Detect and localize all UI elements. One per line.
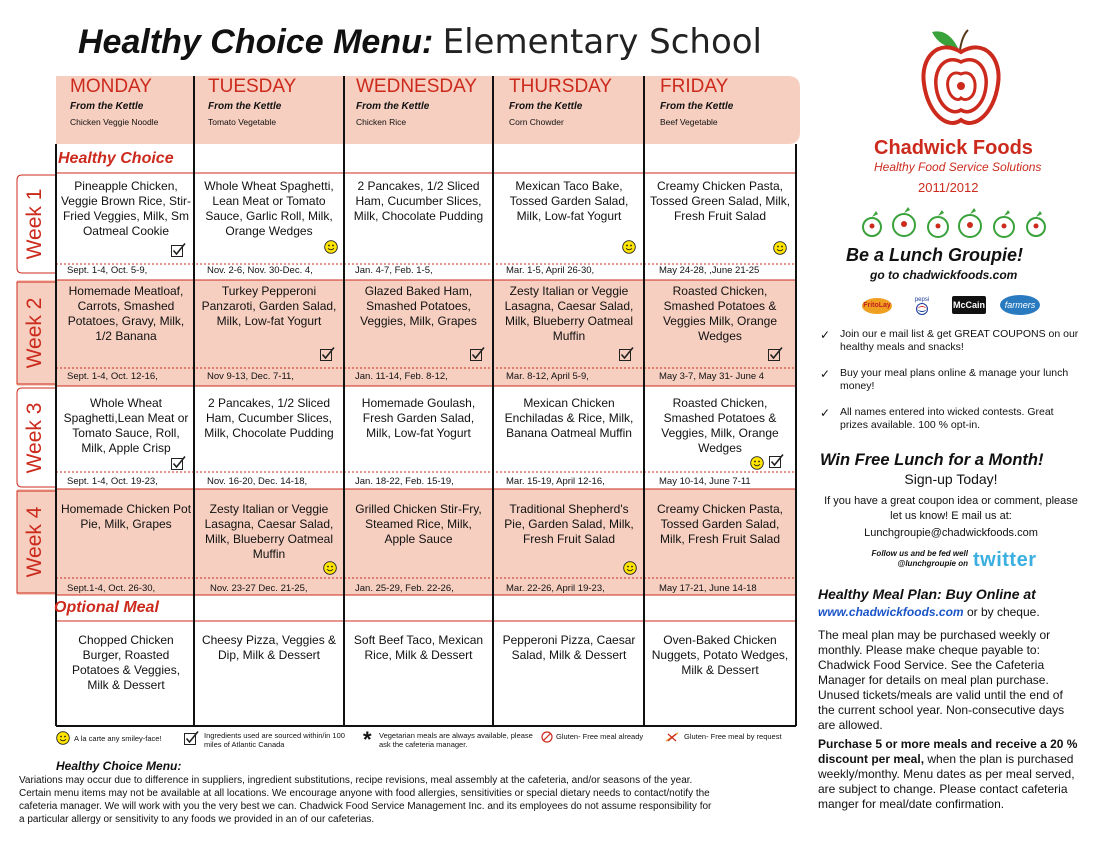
optional-meal-cell: Chopped Chicken Burger, Roasted Potatoes & Veggies, Milk & Dessert [71, 633, 181, 692]
week-dates: Nov. 2-6, Nov. 30-Dec. 4, [207, 265, 313, 276]
week-dates: Sept.1-4, Oct. 26-30, [67, 583, 156, 594]
meal-cell: Roasted Chicken, Smashed Potatoes & Veggies, Milk, Orange Wedges [661, 396, 779, 455]
meal-plan-url-line [818, 605, 1040, 619]
meal-cell: Mexican Taco Bake, Tossed Garden Salad, Milk, Low-fat Yogurt [509, 179, 629, 223]
local-check-icon [184, 731, 199, 745]
day-header-thursday [509, 76, 641, 144]
disclaimer-text [19, 774, 799, 826]
meal-cell: Homemade Chicken Pot Pie, Milk, Grapes [60, 502, 192, 531]
meal-plan-url[interactable]: www.chadwickfoods.com [818, 605, 964, 619]
meal-plan-discount-rest: when the plan is purchased weekly/monthy. Menu dates as per meal served, are subject to change. Please contact cafeteria manger for meal/date confirmation. [818, 752, 1075, 811]
week-label: Week 2 [23, 297, 46, 369]
follow-line-2: @lunchgroupie on [897, 559, 968, 568]
pepsi-globe-icon [916, 303, 928, 315]
optional-meal-cell: Pepperoni Pizza, Caesar Salad, Milk & Dessert [502, 633, 636, 662]
day-name: TUESDAY [208, 76, 297, 97]
disclaimer-line: Certain menu items may not be available at all locations. We encourage anyone with food allergies, sensitivities or special dietary needs to contact/notify the [19, 788, 710, 799]
optional-meal-cell: Oven-Baked Chicken Nuggets, Potato Wedges, Milk & Dessert [651, 633, 789, 677]
meal-cell: 2 Pancakes, 1/2 Sliced Ham, Cucumber Slices, Milk, Chocolate Pudding [204, 396, 334, 440]
legend-vegetarian: Vegetarian meals are always available, please ask the cafeteria manager. [379, 731, 533, 749]
legend-gluten-free: Gluten- Free meal already [556, 732, 644, 741]
title-bold: Healthy Choice Menu: [78, 23, 434, 61]
smiley-icon [623, 561, 637, 575]
week-dates: May 17-21, June 14-18 [659, 583, 757, 594]
meal-cell: 2 Pancakes, 1/2 Sliced Ham, Cucumber Slices, Milk, Chocolate Pudding [353, 179, 484, 223]
kettle-label: From the Kettle [509, 101, 583, 112]
brand-name: Chadwick Foods [874, 137, 1033, 159]
kettle-label: From the Kettle [70, 101, 144, 112]
wheat-cross-icon [664, 731, 680, 743]
groupie-subtitle: go to chadwickfoods.com [870, 268, 1018, 282]
meal-cell: Zesty Italian or Veggie Lasagna, Caesar Salad, Milk, Blueberry Oatmeal Muffin [504, 284, 634, 343]
legend-smiley: A la carte any smiley-face! [74, 734, 162, 743]
contest-body: If you have a great coupon idea or comment, please let us know! E mail us at: [824, 495, 1078, 522]
disclaimer-line: cafeteria manager. We will work with you the very best we can. Chadwick Food Service Management Inc. and its employees do not assume responsibility for [19, 801, 712, 812]
meal-cell: Roasted Chicken, Smashed Potatoes & Veggies Milk, Orange Wedges [662, 284, 778, 343]
week-dates: Jan. 18-22, Feb. 15-19, [355, 476, 454, 487]
meal-plan-or: or by cheque. [966, 605, 1040, 619]
day-name: MONDAY [70, 76, 152, 97]
week-dates: Mar. 1-5, April 26-30, [506, 265, 595, 276]
week-dates: Sept. 1-4, Oct. 12-16, [67, 371, 158, 382]
day-header-tuesday [208, 76, 340, 144]
follow-line-1: Follow us and be fed well [871, 549, 968, 558]
day-header-monday [70, 76, 190, 144]
check-mark-icon: ✓ [820, 367, 831, 381]
check-mark-icon: ✓ [820, 328, 831, 342]
contest-title: Win Free Lunch for a Month! [820, 451, 1044, 469]
follow-text [840, 549, 968, 569]
local-check-icon [320, 347, 335, 361]
benefit-item: All names entered into wicked contests. Great prizes available. 100 % opt-in. [840, 406, 1054, 431]
week-dates: May 10-14, June 7-11 [659, 476, 751, 487]
soup-name: Beef Vegetable [660, 117, 718, 127]
week-dates: Nov. 16-20, Dec. 14-18, [207, 476, 308, 487]
smiley-icon [323, 561, 337, 575]
soup-name: Corn Chowder [509, 117, 564, 127]
day-header-friday [660, 76, 792, 144]
brand-tagline: Healthy Food Service Solutions [874, 160, 1042, 174]
vegetarian-star-icon: * [363, 727, 372, 752]
optional-meal-cell: Soft Beef Taco, Mexican Rice, Milk & Dessert [353, 633, 484, 662]
week-label: Week 1 [23, 188, 46, 260]
week-tab-2 [17, 282, 53, 384]
soup-name: Tomato Vegetable [208, 117, 277, 127]
meal-cell: Creamy Chicken Pasta, Tossed Garden Salad, Milk, Fresh Fruit Salad [656, 502, 784, 546]
week-dates: Nov. 23-27 Dec. 21-25, [210, 583, 308, 594]
fritolay-logo: FritoLay [862, 298, 892, 314]
smiley-icon [622, 240, 636, 254]
benefit-item: Join our e mail list & get GREAT COUPONS on our healthy meals and snacks! [840, 328, 1079, 353]
contest-subtitle: Sign-up Today! [904, 471, 998, 487]
week-tab-1 [17, 175, 53, 273]
meal-cell: Mexican Chicken Enchiladas & Rice, Milk, Banana Oatmeal Muffin [504, 396, 634, 440]
lunch-groupie-faces-icon [858, 205, 1054, 245]
week-dates: Jan. 25-29, Feb. 22-26, [355, 583, 454, 594]
meal-plan-discount-bold: Purchase 5 or more meals and receive a 20 % discount per meal, [818, 737, 1078, 766]
disclaimer-heading: Healthy Choice Menu: [56, 759, 182, 773]
farmers-logo: farmers [1000, 295, 1040, 315]
week-dates: Sept. 1-4, Oct. 5-9, [67, 265, 148, 276]
check-mark-icon: ✓ [820, 406, 831, 420]
meal-plan-discount [818, 737, 1080, 812]
smiley-icon [750, 456, 764, 470]
local-check-icon [470, 347, 485, 361]
twitter-logo[interactable]: twitter [973, 549, 1037, 571]
day-name: THURSDAY [509, 76, 613, 97]
kettle-label: From the Kettle [356, 101, 430, 112]
school-year: 2011/2012 [918, 180, 979, 195]
day-name: WEDNESDAY [356, 76, 478, 97]
meal-cell: Whole Wheat Spaghetti,Lean Meat or Tomato Sauce, Roll, Milk, Apple Crisp [63, 396, 189, 455]
week-dates: Sept. 1-4, Oct. 19-23, [67, 476, 158, 487]
meal-cell: Grilled Chicken Stir-Fry, Steamed Rice, Milk, Apple Sauce [355, 502, 482, 546]
meal-cell: Pineapple Chicken, Veggie Brown Rice, Stir-Fried Veggies, Milk, Sm Oatmeal Cookie [60, 179, 192, 238]
week-tab-4 [17, 491, 53, 593]
week-dates: May 3-7, May 31- June 4 [659, 371, 765, 382]
day-name: FRIDAY [660, 76, 729, 97]
local-check-icon [171, 243, 186, 257]
local-check-icon [171, 456, 186, 470]
local-check-icon [768, 347, 783, 361]
smiley-icon [56, 731, 70, 745]
pepsi-logo-text: pepsi [914, 297, 930, 303]
legend-local: Ingredients used are sourced within/in 100 miles of Atlantic Canada [204, 731, 345, 749]
week-label: Week 4 [23, 506, 46, 578]
title-thin: Elementary School [442, 22, 763, 62]
meal-plan-body: The meal plan may be purchased weekly or monthly. Please make cheque payable to: Chadwick Food Service. See the Cafeteria Manager for details on meal plan purchase. Unused tickets/meals are valid until the end of the current school year. Non-consecutive days are allowed. [818, 628, 1065, 732]
benefit-item: Buy your meal plans online & manage your lunch money! [840, 367, 1069, 392]
kettle-label: From the Kettle [660, 101, 734, 112]
legend-gluten-request: Gluten- Free meal by request [684, 732, 782, 741]
healthy-choice-label: Healthy Choice [58, 150, 174, 167]
week-dates: Mar. 8-12, April 5-9, [506, 371, 589, 382]
meal-cell: Homemade Goulash, Fresh Garden Salad, Milk, Low-fat Yogurt [361, 396, 476, 440]
week-dates: Mar. 15-19, April 12-16, [506, 476, 605, 487]
disclaimer-line: a particular allergy or sensitivity to any foods we provided in an of our cafeterias. [19, 814, 375, 825]
meal-cell: Homemade Meatloaf, Carrots, Smashed Potatoes, Gravy, Milk, 1/2 Banana [67, 284, 185, 343]
gluten-free-icon [541, 731, 553, 743]
contest-email[interactable]: Lunchgroupie@chadwickfoods.com [864, 527, 1038, 539]
smiley-icon [324, 240, 338, 254]
optional-meal-cell: Cheesy Pizza, Veggies & Dip, Milk & Dessert [201, 633, 337, 662]
week-tab-3 [17, 388, 53, 487]
day-header-wednesday [356, 76, 490, 144]
week-dates: Jan. 4-7, Feb. 1-5, [355, 265, 433, 276]
week-dates: May 24-28, ,June 21-25 [659, 265, 760, 276]
apple-logo-icon [918, 22, 1004, 134]
meal-cell: Creamy Chicken Pasta, Tossed Green Salad, Milk, Fresh Fruit Salad [649, 179, 791, 223]
meal-cell: Glazed Baked Ham, Smashed Potatoes, Veggies, Milk, Grapes [360, 284, 477, 328]
local-check-icon [619, 347, 634, 361]
week-dates: Nov 9-13, Dec. 7-11, [207, 371, 294, 382]
meal-cell: Zesty Italian or Veggie Lasagna, Caesar Salad, Milk, Blueberry Oatmeal Muffin [204, 502, 334, 561]
mccain-logo: McCain [952, 296, 986, 314]
meal-cell: Traditional Shepherd's Pie, Garden Salad, Milk, Fresh Fruit Salad [504, 502, 634, 546]
meal-cell: Whole Wheat Spaghetti, Lean Meat or Tomato Sauce, Garlic Roll, Milk, Orange Wedges [204, 179, 334, 238]
week-dates: Mar. 22-26, April 19-23, [506, 583, 605, 594]
soup-name: Chicken Rice [356, 117, 407, 127]
pepsi-logo [906, 297, 938, 317]
groupie-title: Be a Lunch Groupie! [846, 245, 1024, 265]
disclaimer-line: Variations may occur due to difference in suppliers, ingredient substitutions, recipe revisions, meal assembly at the cafeteria, and/or seasons of the year. [19, 775, 693, 786]
kettle-label: From the Kettle [208, 101, 282, 112]
optional-meal-label: Optional Meal [54, 599, 159, 616]
meal-plan-title: Healthy Meal Plan: Buy Online at [818, 586, 1036, 602]
week-label: Week 3 [23, 402, 46, 473]
week-dates: Jan. 11-14, Feb. 8-12, [355, 371, 448, 382]
smiley-icon [773, 241, 787, 255]
meal-cell: Turkey Pepperoni Panzaroti, Garden Salad, Milk, Low-fat Yogurt [201, 284, 337, 328]
soup-name: Chicken Veggie Noodle [70, 117, 159, 127]
local-check-icon [769, 454, 784, 468]
